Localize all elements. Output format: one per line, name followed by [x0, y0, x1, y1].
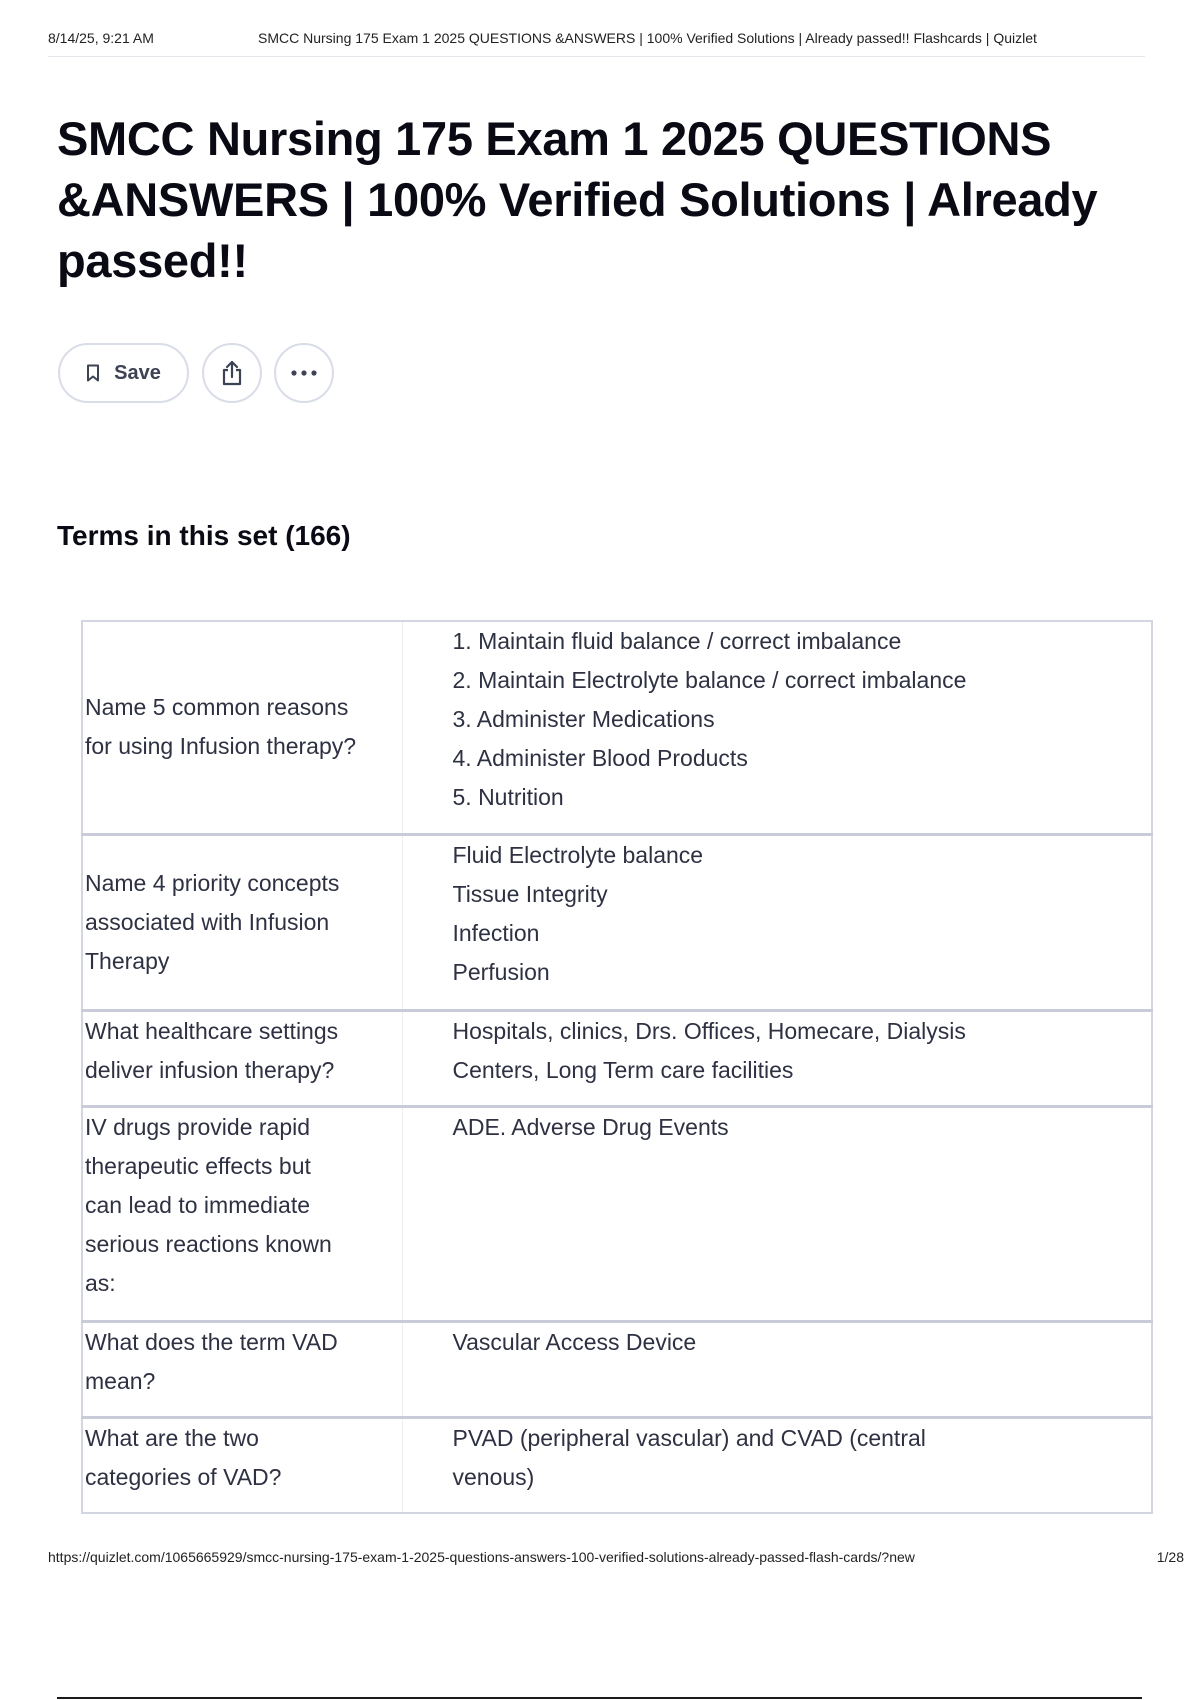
print-footer [48, 1549, 1184, 1569]
table-row [82, 1106, 1152, 1321]
term-line: as: [85, 1269, 116, 1296]
term-line: therapeutic effects but [85, 1152, 311, 1179]
definition-line: 1. Maintain fluid balance / correct imbalance [452, 628, 902, 654]
save-label: Save [114, 361, 161, 384]
term-line: associated with Infusion [85, 908, 330, 935]
term-line: serious reactions known [85, 1230, 332, 1257]
definition-line: Tissue Integrity [452, 880, 608, 907]
term-line: IV drugs provide rapid [85, 1113, 311, 1140]
term-cell [82, 1321, 402, 1417]
share-button[interactable] [202, 343, 262, 403]
definition-line: ADE. Adverse Drug Events [452, 1113, 729, 1140]
term-line: mean? [85, 1367, 156, 1394]
table-row [82, 621, 1152, 834]
term-line: Name 4 priority concepts [85, 869, 340, 896]
terms-heading: Terms in this set (166) [57, 520, 351, 551]
definition-line: Fluid Electrolyte balance [452, 841, 704, 868]
page-url: https://quizlet.com/1065665929/smcc-nursing-175-exam-1-2025-questions-answers-100-verified-solutions-already-passed-flash-cards/?new [48, 1549, 915, 1565]
print-header [48, 30, 1160, 50]
table-row [82, 1321, 1152, 1417]
definition-cell [402, 1321, 1152, 1417]
term-line: What does the term VAD [85, 1328, 338, 1355]
more-options-button[interactable] [274, 343, 334, 403]
terms-table [81, 620, 1153, 1514]
table-row [82, 834, 1152, 1010]
definition-line: PVAD (peripheral vascular) and CVAD (central [452, 1424, 926, 1451]
more-icon [291, 370, 317, 376]
definition-line: 3. Administer Medications [452, 706, 715, 732]
definition-cell [402, 1106, 1152, 1321]
term-line: can lead to immediate [85, 1191, 311, 1218]
term-line: What are the two [85, 1424, 259, 1451]
definition-cell [402, 1010, 1152, 1106]
print-timestamp: 8/14/25, 9:21 AM [48, 30, 154, 46]
definition-line: Vascular Access Device [452, 1328, 697, 1355]
definition-cell [402, 1417, 1152, 1513]
save-button[interactable] [58, 343, 189, 403]
term-line: What healthcare settings [85, 1017, 339, 1044]
table-row [82, 1417, 1152, 1513]
definition-line: 2. Maintain Electrolyte balance / correct imbalance [452, 667, 967, 693]
definition-line: Centers, Long Term care facilities [452, 1056, 794, 1083]
page-title: SMCC Nursing 175 Exam 1 2025 QUESTIONS &ANSWERS | 100% Verified Solutions | Already passed!! [57, 112, 1098, 287]
term-cell [82, 1417, 402, 1513]
header-divider [48, 56, 1145, 57]
term-line: Therapy [85, 947, 170, 974]
definition-cell [402, 621, 1152, 834]
definition-line: Perfusion [452, 958, 550, 985]
page-indicator: 1/28 [1156, 1549, 1184, 1565]
print-page-title: SMCC Nursing 175 Exam 1 2025 QUESTIONS &ANSWERS | 100% Verified Solutions | Already passed!! Flashcards | Quizlet [258, 30, 1037, 46]
table-row [82, 1010, 1152, 1106]
term-cell [82, 1106, 402, 1321]
definition-cell [402, 834, 1152, 1010]
share-icon [219, 359, 245, 387]
term-cell [82, 834, 402, 1010]
definition-line: Hospitals, clinics, Drs. Offices, Homecare, Dialysis [452, 1017, 966, 1044]
definition-line: venous) [452, 1463, 535, 1490]
page-bottom-rule [57, 1697, 1142, 1699]
term-line: for using Infusion therapy? [85, 733, 357, 760]
definition-line: 4. Administer Blood Products [452, 745, 748, 771]
definition-line: Infection [452, 919, 540, 946]
term-cell [82, 621, 402, 834]
term-line: categories of VAD? [85, 1463, 282, 1490]
definition-line: 5. Nutrition [452, 784, 564, 810]
term-line: Name 5 common reasons [85, 694, 349, 721]
term-line: deliver infusion therapy? [85, 1056, 335, 1083]
term-cell [82, 1010, 402, 1106]
bookmark-icon [86, 364, 100, 382]
